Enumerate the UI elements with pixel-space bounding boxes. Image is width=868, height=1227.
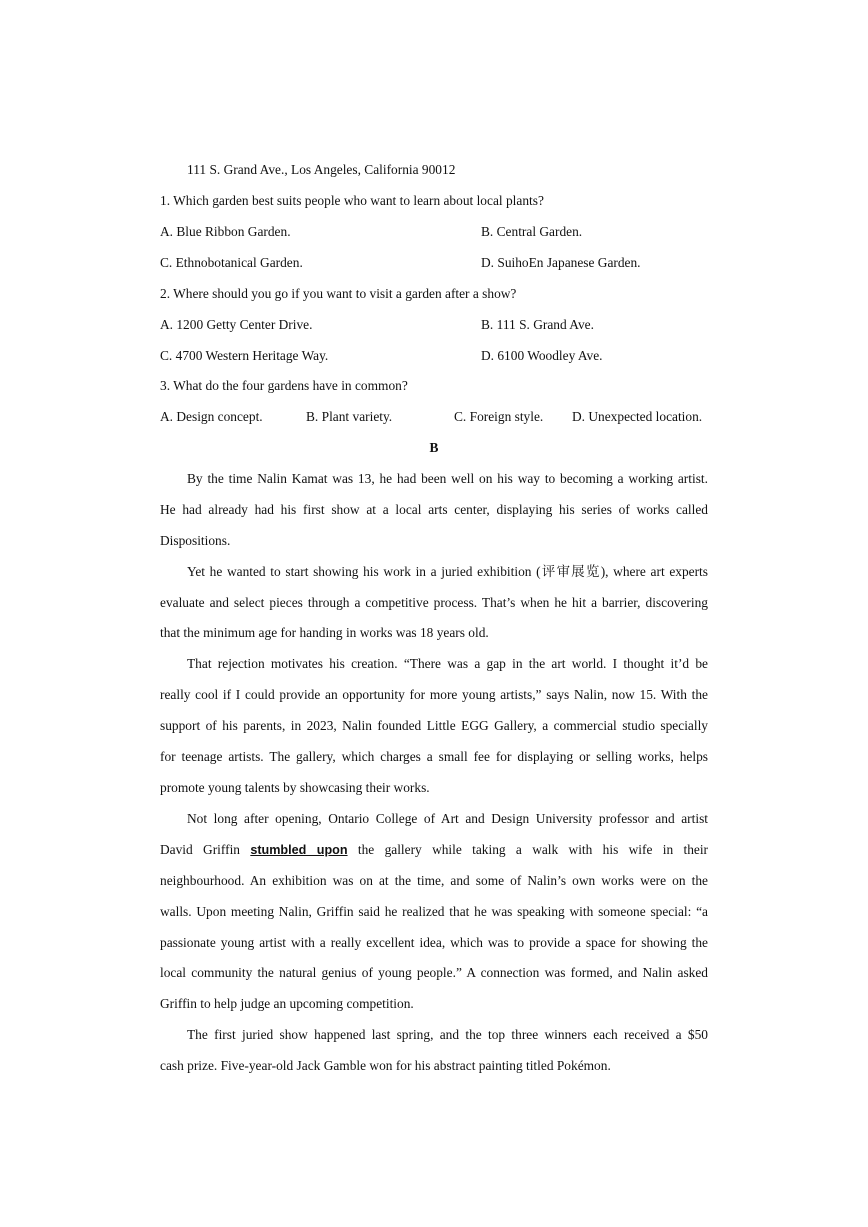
p1-line-3: Dispositions. [160,533,231,548]
q1-option-b: B. Central Garden. [481,224,583,239]
p4-line-3: neighbourhood. An exhibition was on at the time, and some of Nalin’s own works were on the [160,873,708,888]
q1-option-a: A. Blue Ribbon Garden. [160,224,291,239]
underlined-phrase: stumbled upon [250,843,348,857]
q3-option-c: C. Foreign style. [454,409,544,424]
p4-line-6: local community the natural genius of young people.” A connection was formed, and Nalin asked [160,965,708,980]
p4-line-2-pre: David Griffin [160,842,240,857]
p3-line-1: That rejection motivates his creation. “There was a gap in the art world. I thought it’d be [187,656,708,671]
question-2: 2. Where should you go if you want to visit a garden after a show? [160,286,517,301]
p2-line-2: evaluate and select pieces through a competitive process. That’s when he hit a barrier, discovering [160,595,708,610]
p4-line-4: walls. Upon meeting Nalin, Griffin said he realized that he was speaking with someone special: “a [160,904,708,919]
q3-option-a: A. Design concept. [160,409,263,424]
q2-option-b: B. 111 S. Grand Ave. [481,317,594,332]
p2-line-3: that the minimum age for handing in works was 18 years old. [160,625,489,640]
p2-line-1: Yet he wanted to start showing his work in a juried exhibition (评审展览), where art experts [187,564,708,579]
q1-option-d: D. SuihoEn Japanese Garden. [481,255,641,270]
p4-line-2 [160,842,708,858]
p3-line-5: promote young talents by showcasing their works. [160,780,430,795]
q3-option-b: B. Plant variety. [306,409,393,424]
p3-line-2: really cool if I could provide an opportunity for more young artists,” says Nalin, now 15. With the [160,687,708,702]
p3-line-3: support of his parents, in 2023, Nalin founded Little EGG Gallery, a commercial studio specially [160,718,708,733]
q2-option-d: D. 6100 Woodley Ave. [481,348,603,363]
p4-line-1: Not long after opening, Ontario College of Art and Design University professor and artist [187,811,708,826]
p5-line-2: cash prize. Five-year-old Jack Gamble won for his abstract painting titled Pokémon. [160,1058,611,1073]
p1-line-1: By the time Nalin Kamat was 13, he had been well on his way to becoming a working artist. [187,471,708,486]
section-heading: B [429,440,439,455]
q2-option-a: A. 1200 Getty Center Drive. [160,317,313,332]
question-3: 3. What do the four gardens have in common? [160,378,408,393]
p3-line-4: for teenage artists. The gallery, which charges a small fee for displaying or selling works, helps [160,749,708,764]
p4-line-2-post: the gallery while taking a walk with his wife in their [357,842,709,857]
q3-option-d: D. Unexpected location. [572,409,703,424]
p1-line-2: He had already had his first show at a local arts center, displaying his series of works called [160,502,708,517]
address-line: 111 S. Grand Ave., Los Angeles, California 90012 [187,162,456,177]
p5-line-1: The first juried show happened last spring, and the top three winners each received a $50 [187,1027,708,1042]
q2-option-c: C. 4700 Western Heritage Way. [160,348,329,363]
q1-option-c: C. Ethnobotanical Garden. [160,255,303,270]
p4-line-5: passionate young artist with a really excellent idea, which was to provide a space for showing the [160,935,708,950]
p4-line-7: Griffin to help judge an upcoming competition. [160,996,414,1011]
question-1: 1. Which garden best suits people who want to learn about local plants? [160,193,544,208]
